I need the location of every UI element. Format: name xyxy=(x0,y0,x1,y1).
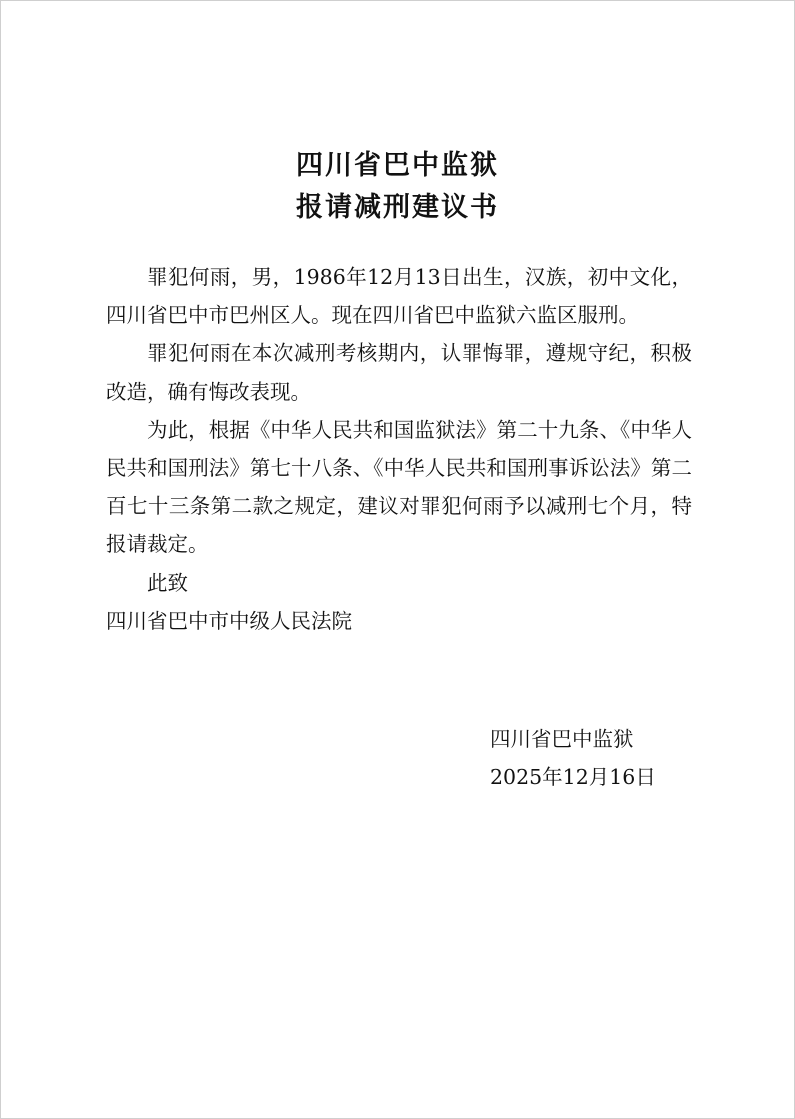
signature-date: 2025年12月16日 xyxy=(490,765,656,789)
salutation: 此致 xyxy=(147,570,188,595)
document-title-line-2: 报请减刑建议书 xyxy=(296,192,499,223)
document-body xyxy=(106,258,692,640)
document-title-line-1: 四川省巴中监狱 xyxy=(296,150,499,181)
paragraph-assessment: 罪犯何雨在本次减刑考核期内，认罪悔罪，遵规守纪，积极改造，确有悔改表现。 xyxy=(106,341,692,404)
paragraph-personal-info: 罪犯何雨，男，1986年12月13日出生，汉族，初中文化，四川省巴中市巴州区人。现在四川省巴中监狱六监区服刑。 xyxy=(106,265,692,328)
paragraph-recommendation: 为此，根据《中华人民共和国监狱法》第二十九条、《中华人民共和国刑法》第七十八条、《中华人民共和国刑事诉讼法》第二百七十三条第二款之规定，建议对罪犯何雨予以减刑七个月，特报请裁定。 xyxy=(106,417,692,557)
recipient: 四川省巴中市中级人民法院 xyxy=(106,608,352,633)
signature-organization: 四川省巴中监狱 xyxy=(490,727,634,751)
